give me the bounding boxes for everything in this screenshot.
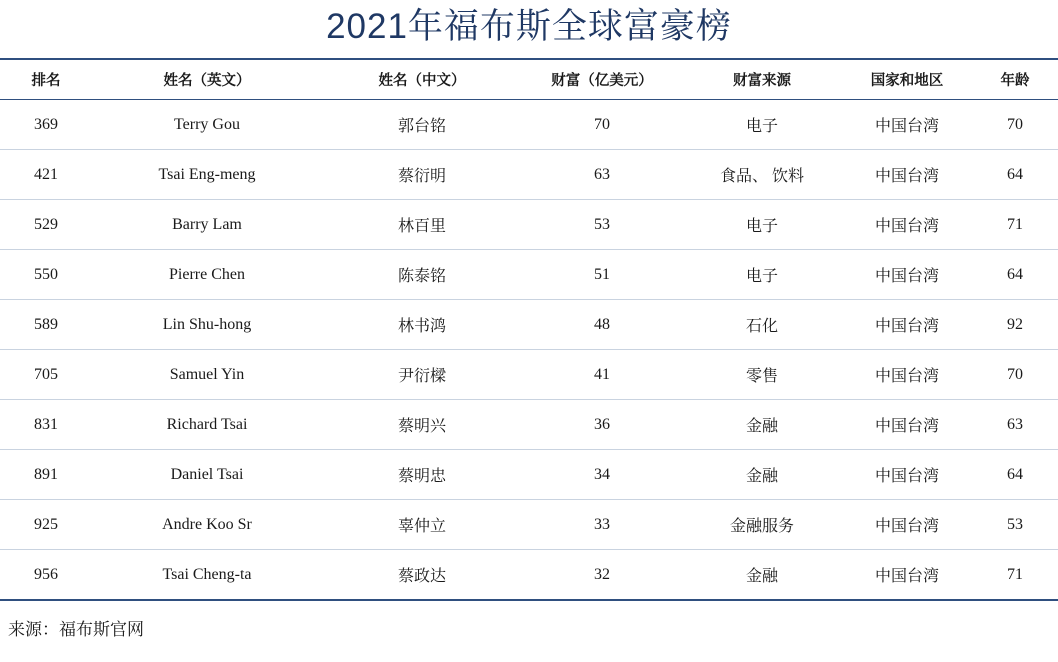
cell-name-en: Tsai Cheng-ta	[92, 550, 322, 601]
column-header-country: 国家和地区	[842, 59, 972, 100]
cell-age: 71	[972, 550, 1058, 601]
cell-wealth: 70	[522, 100, 682, 150]
cell-source: 食品、 饮料	[682, 150, 842, 200]
table-row	[0, 300, 1058, 350]
cell-age: 92	[972, 300, 1058, 350]
cell-name-en: Daniel Tsai	[92, 450, 322, 500]
column-header-name-cn: 姓名（中文）	[322, 59, 522, 100]
cell-country: 中国台湾	[842, 450, 972, 500]
cell-rank: 705	[0, 350, 92, 400]
column-header-age: 年龄	[972, 59, 1058, 100]
table-row	[0, 250, 1058, 300]
cell-country: 中国台湾	[842, 550, 972, 601]
cell-rank: 421	[0, 150, 92, 200]
source-note: 来源：福布斯官网	[8, 620, 144, 639]
table-row	[0, 350, 1058, 400]
table-header-row	[0, 59, 1058, 100]
cell-age: 53	[972, 500, 1058, 550]
cell-country: 中国台湾	[842, 200, 972, 250]
cell-name-en: Pierre Chen	[92, 250, 322, 300]
cell-rank: 831	[0, 400, 92, 450]
cell-wealth: 32	[522, 550, 682, 601]
table-row	[0, 150, 1058, 200]
table-header	[0, 59, 1058, 100]
cell-name-cn: 蔡明忠	[322, 450, 522, 500]
table-row	[0, 550, 1058, 601]
cell-name-en: Barry Lam	[92, 200, 322, 250]
cell-wealth: 63	[522, 150, 682, 200]
cell-country: 中国台湾	[842, 350, 972, 400]
cell-source: 石化	[682, 300, 842, 350]
cell-name-en: Terry Gou	[92, 100, 322, 150]
cell-country: 中国台湾	[842, 150, 972, 200]
cell-wealth: 48	[522, 300, 682, 350]
billionaires-table	[0, 58, 1058, 601]
cell-country: 中国台湾	[842, 250, 972, 300]
cell-source: 金融	[682, 450, 842, 500]
cell-name-cn: 蔡衍明	[322, 150, 522, 200]
column-header-rank: 排名	[0, 59, 92, 100]
cell-wealth: 53	[522, 200, 682, 250]
cell-rank: 891	[0, 450, 92, 500]
cell-age: 64	[972, 450, 1058, 500]
cell-name-en: Andre Koo Sr	[92, 500, 322, 550]
cell-wealth: 34	[522, 450, 682, 500]
cell-age: 70	[972, 100, 1058, 150]
cell-source: 金融	[682, 550, 842, 601]
cell-name-cn: 蔡明兴	[322, 400, 522, 450]
cell-source: 电子	[682, 100, 842, 150]
table-body	[0, 100, 1058, 601]
cell-age: 71	[972, 200, 1058, 250]
cell-name-cn: 尹衍樑	[322, 350, 522, 400]
cell-rank: 589	[0, 300, 92, 350]
cell-source: 金融服务	[682, 500, 842, 550]
page-title: 2021年福布斯全球富豪榜	[326, 7, 732, 46]
cell-age: 64	[972, 250, 1058, 300]
cell-name-en: Richard Tsai	[92, 400, 322, 450]
cell-name-cn: 辜仲立	[322, 500, 522, 550]
column-header-wealth: 财富（亿美元）	[522, 59, 682, 100]
table-row	[0, 450, 1058, 500]
cell-source: 电子	[682, 200, 842, 250]
cell-rank: 956	[0, 550, 92, 601]
cell-source: 零售	[682, 350, 842, 400]
cell-country: 中国台湾	[842, 400, 972, 450]
cell-name-en: Tsai Eng-meng	[92, 150, 322, 200]
cell-age: 70	[972, 350, 1058, 400]
cell-name-cn: 郭台铭	[322, 100, 522, 150]
cell-wealth: 51	[522, 250, 682, 300]
cell-rank: 529	[0, 200, 92, 250]
cell-name-cn: 陈泰铭	[322, 250, 522, 300]
cell-wealth: 41	[522, 350, 682, 400]
cell-rank: 550	[0, 250, 92, 300]
table-row	[0, 100, 1058, 150]
column-header-source: 财富来源	[682, 59, 842, 100]
cell-country: 中国台湾	[842, 100, 972, 150]
cell-source: 金融	[682, 400, 842, 450]
cell-country: 中国台湾	[842, 300, 972, 350]
cell-name-cn: 蔡政达	[322, 550, 522, 601]
table-row	[0, 400, 1058, 450]
cell-wealth: 33	[522, 500, 682, 550]
cell-name-en: Samuel Yin	[92, 350, 322, 400]
cell-name-en: Lin Shu-hong	[92, 300, 322, 350]
cell-source: 电子	[682, 250, 842, 300]
table-row	[0, 200, 1058, 250]
table-row	[0, 500, 1058, 550]
cell-age: 64	[972, 150, 1058, 200]
cell-country: 中国台湾	[842, 500, 972, 550]
cell-rank: 369	[0, 100, 92, 150]
column-header-name-en: 姓名（英文）	[92, 59, 322, 100]
cell-name-cn: 林百里	[322, 200, 522, 250]
cell-name-cn: 林书鸿	[322, 300, 522, 350]
cell-rank: 925	[0, 500, 92, 550]
cell-wealth: 36	[522, 400, 682, 450]
cell-age: 63	[972, 400, 1058, 450]
